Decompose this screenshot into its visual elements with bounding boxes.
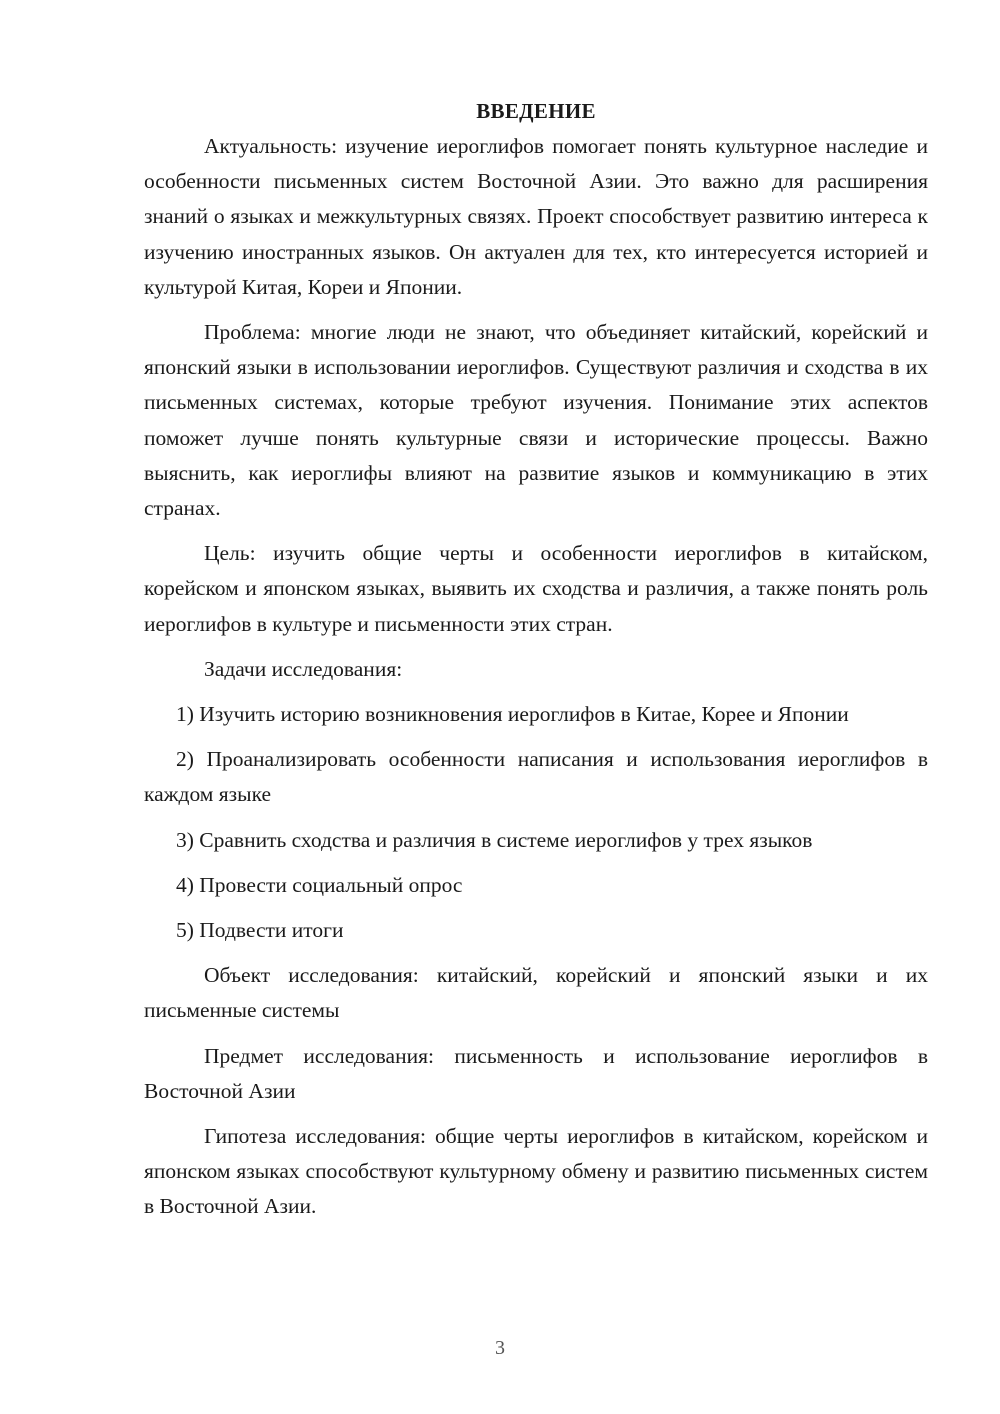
object-paragraph: Объект исследования: китайский, корейский и японский языки и их письменные системы	[144, 963, 928, 1023]
goal-paragraph: Цель: изучить общие черты и особенности иероглифов в китайском, корейском и японском языках, выявить их сходства и различия, а также понять роль иероглифов в культуре и письменности этих стран.	[144, 541, 928, 636]
page-number: 3	[495, 1337, 505, 1359]
relevance-paragraph: Актуальность: изучение иероглифов помогает понять культурное наследие и особенности письменных систем Восточной Азии. Это важно для расширения знаний о языках и межкультурных связях. Проект способствует развитию интереса к изучению иностранных языков. Он актуален для тех, кто интересуется историей и культурой Китая, Кореи и Японии.	[144, 134, 928, 299]
problem-paragraph: Проблема: многие люди не знают, что объединяет китайский, корейский и японский языки в использовании иероглифов. Существуют различия и сходства в их письменных системах, которые требуют изучения. Понимание этих аспектов поможет лучше понять культурные связи и исторические процессы. Важно выяснить, как иероглифы влияют на развитие языков и коммуникацию в этих странах.	[144, 320, 928, 521]
list-item: 2) Проанализировать особенности написания и использования иероглифов в каждом языке	[144, 747, 928, 807]
list-item: 3) Сравнить сходства и различия в системе иероглифов у трех языков	[176, 827, 813, 852]
list-item: 4) Провести социальный опрос	[176, 872, 463, 897]
document-page	[144, 96, 928, 1235]
tasks-list	[144, 697, 928, 948]
tasks-heading: Задачи исследования:	[204, 656, 403, 681]
list-item: 1) Изучить историю возникновения иероглифов в Китае, Корее и Японии	[176, 702, 849, 727]
page-title: ВВЕДЕНИЕ	[476, 99, 596, 123]
list-item: 5) Подвести итоги	[176, 918, 344, 943]
hypothesis-paragraph: Гипотеза исследования: общие черты иероглифов в китайском, корейском и японском языках способствуют культурному обмену и развитию письменных систем в Восточной Азии.	[144, 1124, 928, 1219]
subject-paragraph: Предмет исследования: письменность и использование иероглифов в Восточной Азии	[144, 1043, 928, 1103]
